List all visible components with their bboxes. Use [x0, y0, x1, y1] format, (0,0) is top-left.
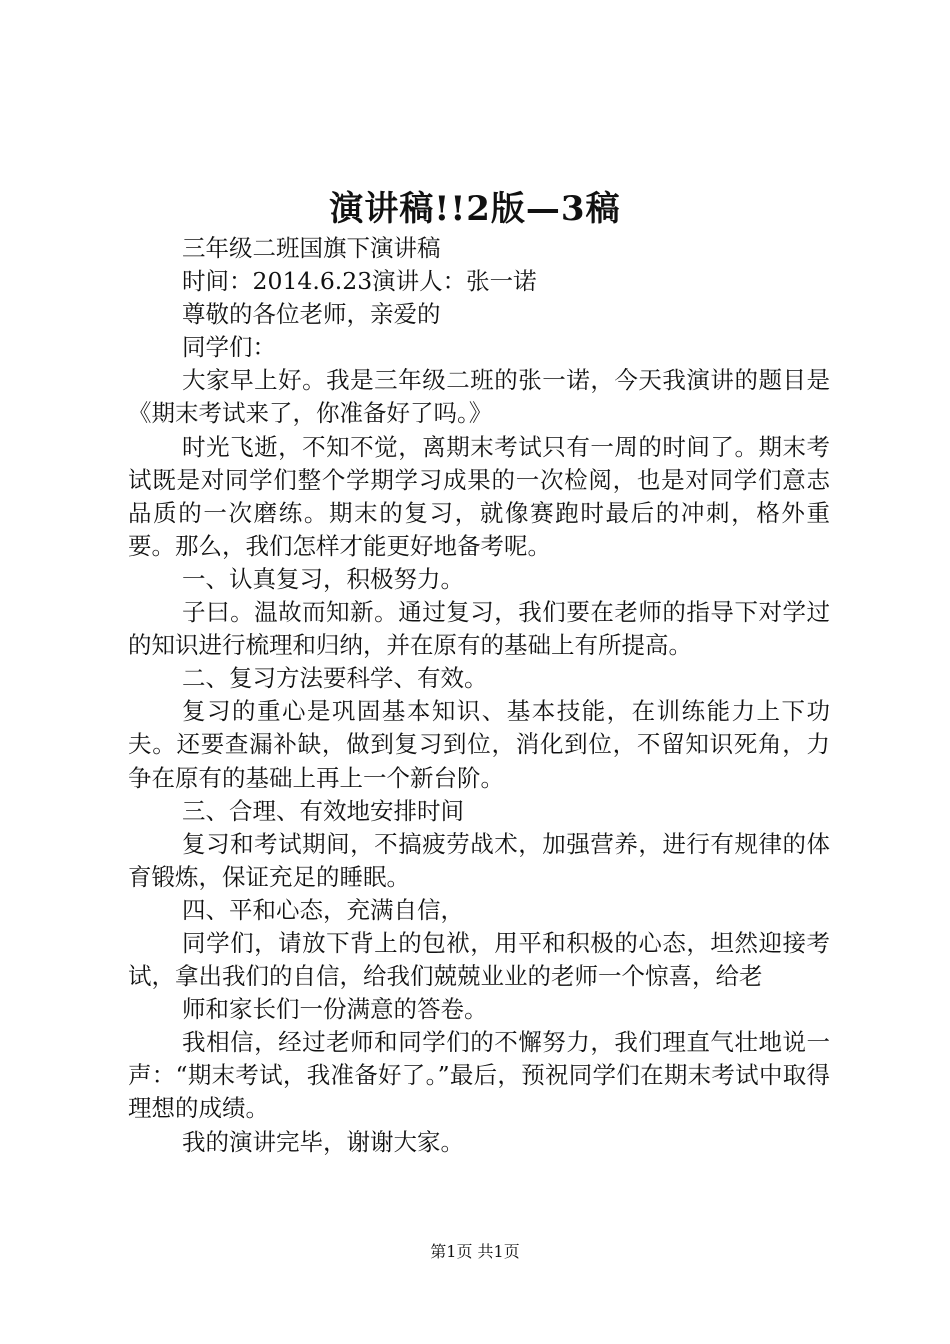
paragraph-greeting: 大家早上好。我是三年级二班的张一诺，今天我演讲的题目是《期末考试来了，你准备好了吗。》: [128, 366, 830, 428]
paragraph-salutation-2: 同学们：: [182, 333, 277, 362]
section-heading-3: 三、合理、有效地安排时间: [182, 796, 465, 825]
document-title: 演讲稿!!2版—3稿: [329, 189, 621, 229]
paragraph-section-1: 子曰。温故而知新。通过复习，我们要在老师的指导下对学过的知识进行梳理和归纳，并在原有的基础上有所提高。: [128, 598, 830, 660]
section-heading-1: 一、认真复习，积极努力。: [182, 564, 465, 593]
paragraph-intro: 时光飞逝，不知不觉，离期末考试只有一周的时间了。期末考试既是对同学们整个学期学习成果的一次检阅，也是对同学们意志品质的一次磨练。期末的复习，就像赛跑时最后的冲刺，格外重要。那么，我们怎样才能更好地备考呢。: [128, 432, 830, 560]
section-heading-2: 二、复习方法要科学、有效。: [182, 664, 488, 693]
paragraph-closing: 我相信，经过老师和同学们的不懈努力，我们理直气壮地说一声：“期末考试，我准备好了。”最后，预祝同学们在期末考试中取得理想的成绩。: [128, 1028, 830, 1123]
paragraph-heading: 三年级二班国旗下演讲稿: [182, 234, 441, 262]
paragraph-section-4-cont: 师和家长们一份满意的答卷。: [182, 995, 488, 1024]
document-body: [128, 232, 830, 1159]
paragraph-time-speaker: 时间：2014.6.23演讲人：张一诺: [182, 267, 537, 296]
page-footer: 第1页 共1页: [430, 1242, 520, 1261]
paragraph-section-3: 复习和考试期间，不搞疲劳战术，加强营养，进行有规律的体育锻炼，保证充足的睡眠。: [128, 829, 830, 891]
paragraph-salutation: 尊敬的各位老师，亲爱的: [182, 300, 441, 329]
section-heading-4: 四、平和心态，充满自信，: [182, 895, 465, 924]
paragraph-section-2: 复习的重心是巩固基本知识、基本技能，在训练能力上下功夫。还要查漏补缺，做到复习到位，消化到位，不留知识死角，力争在原有的基础上再上一个新台阶。: [128, 697, 830, 792]
paragraph-thanks: 我的演讲完毕，谢谢大家。: [182, 1127, 465, 1156]
paragraph-section-4: 同学们，请放下背上的包袱，用平和积极的心态，坦然迎接考试，拿出我们的自信，给我们兢兢业业的老师一个惊喜，给老: [128, 928, 830, 991]
